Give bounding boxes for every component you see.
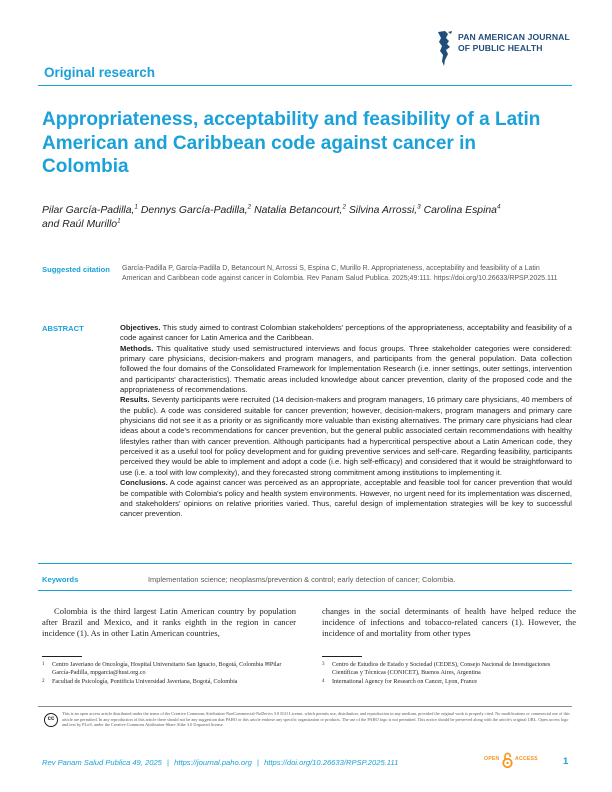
journal-name-line2: OF PUBLIC HEALTH: [458, 43, 543, 53]
abstract-label: ABSTRACT: [42, 324, 84, 333]
article-title: Appropriateness, acceptability and feasibility of a Latin American and Caribbean code against cancer in Colombia: [42, 109, 541, 178]
author-list: [42, 204, 570, 233]
open-access-word: OPEN: [484, 756, 500, 762]
license-divider: [38, 706, 572, 707]
footnote-divider: [42, 656, 82, 657]
page-footer: [42, 758, 398, 767]
abstract-results: Results. Seventy participants were recruited (14 decision-makers and program managers, 16 primary care physicians, 40 members of the public). A code was considered suitable for cancer prevention; however, decision-makers, program managers and primary care physicians did not see it as a priority or as significantly more valuable than existing alternatives. The primary care physicians had clear ideas about a code's recommendations for cancer prevention, but the general public associated certain recommendations with healthy lifestyles rather than with cancer prevention. Although participants had a hypercritical perspective about a Latin American code, they perceived it as a useful tool for policy development and for guiding preventive services and self-care. Regarding feasibility, participants perceived they would be able to implement and adopt a code (i.e. high self-efficacy) and considered that it would be straightforward to use (i.e. a tool with low complexity), and they forecasted strong commitment among institutions to implementing it.: [120, 395, 572, 477]
open-access-word: ACCESS: [515, 756, 538, 762]
license-text: This is an open access article distributed under the terms of the Creative Commons Attribution-NonCommercial-NoDerivs 3.0 IGO License, which permits use, distribution, and reproduction in any medium, provided the original work is properly cited. No modifications or commercial use of this article are permitted. In any reproduction of this article there should not be any suggestion that PAHO or this article endorse any specific organization or products. The use of the PAHO logo is not permitted. This notice should be preserved along with the article's original URL. Open access logo and text by PLoS, under the Creative Commons Attribution-Share Alike 3.0 Unported license.: [62, 711, 570, 728]
footnote-4: 4 International Agency for Research on Cancer, Lyon, France: [322, 679, 478, 685]
abstract-methods: Methods. This qualitative study used semistructured interviews and focus groups. Three stakeholder categories were considered: primary care physicians, decision-makers and program managers, and participants from the general population. Data collection followed the four domains of the Consolidated Framework for Implementation Research (i.e. inner settings, outer settings, intervention and participants' characteristics). Thematic areas included knowledge about cancer prevention, clarity of the proposed code and the appropriateness of recommendations.: [120, 343, 572, 395]
journal-name: [458, 32, 570, 54]
footnote-3: 3 Centro de Estudios de Estado y Sociedad (CEDES), Consejo Nacional de Investigaciones Científicas y Técnicas (CONICET), Buenos Aires, Argentina: [322, 662, 551, 676]
citation-text: García-Padilla P, García-Padilla D, Betancourt N, Arrossi S, Espina C, Murillo R. Appropriateness, acceptability and feasibility of a Latin American and Caribbean code against cancer in Colombia. Rev Panam Salud Publica. 2025;49:111. https://doi.org/10.26633/RPSP.2025.111: [122, 265, 558, 283]
creative-commons-icon: cc: [44, 713, 58, 727]
author: and Raúl Murillo$^1$: [42, 217, 121, 231]
citation-label: Suggested citation: [42, 265, 110, 274]
abstract-conclusions: Conclusions. A code against cancer was perceived as an appropriate, acceptable and feasible tool for cancer prevention that would be compatible with Colombia's policy and health system environments. However, no urgent need for its implementation was discerned, and stakeholders' opinions on relative priorities varied. Thus, careful design of implementation strategies will be key to successful cancer prevention.: [120, 478, 572, 519]
author: Pilar García-Padilla,$^1$: [42, 203, 138, 216]
page-number: 1: [563, 756, 569, 767]
footer-separator: |: [256, 758, 259, 767]
americas-map-icon: [436, 30, 456, 68]
keywords-divider: [38, 590, 572, 591]
author: Natalia Betancourt,$^2$: [254, 203, 346, 216]
author: Silvina Arrossi,$^3$: [348, 203, 421, 216]
abstract-objectives: Objectives. This study aimed to contrast Colombian stakeholders' perceptions of the appropriateness, acceptability and feasibility of a code against cancer for Latin America and the Caribbean.: [120, 323, 572, 343]
footnote-2: 2 Facultad de Psicología, Pontificia Universidad Javeriana, Bogotá, Colombia: [42, 679, 238, 685]
footer-journal: Rev Panam Salud Publica 49, 2025: [42, 758, 162, 767]
abstract-body: [120, 323, 572, 520]
footnote-divider: [322, 656, 362, 657]
journal-name-line1: PAN AMERICAN JOURNAL: [458, 32, 570, 42]
keywords-text: Implementation science; neoplasms/prevention & control; early detection of cancer; Colombia.: [148, 575, 456, 584]
abstract-divider: [38, 563, 572, 564]
body-column-right: changes in the social determinants of health have helped reduce the incidence of infections and tobacco-related cancers (1). However, the incidence of and mortality from other types: [322, 606, 576, 639]
author: Dennys García-Padilla,$^2$: [140, 203, 252, 216]
author: Carolina Espina$^4$: [423, 203, 501, 216]
footer-journal-link[interactable]: https://journal.paho.org: [174, 758, 252, 767]
keywords-label: Keywords: [42, 575, 79, 584]
journal-logo: [436, 30, 586, 70]
section-label: Original research: [44, 65, 156, 80]
section-divider: [38, 85, 572, 86]
footer-separator: |: [167, 758, 170, 767]
footnote-1: 1 Centro Javeriano de Oncología, Hospital Universitario San Ignacio, Bogotá, Colombia ✉Pilar García-Padilla, mpgarcia@husi.org.co: [42, 662, 282, 676]
open-lock-icon: [502, 752, 513, 768]
footer-doi-link[interactable]: https://doi.org/10.26633/RPSP.2025.111: [264, 758, 399, 767]
body-column-left: Colombia is the third largest Latin American country by population after Brazil and Mexico, and it ranks eighth in the region in cancer incidence (1). As in other Latin American countries,: [42, 606, 296, 639]
